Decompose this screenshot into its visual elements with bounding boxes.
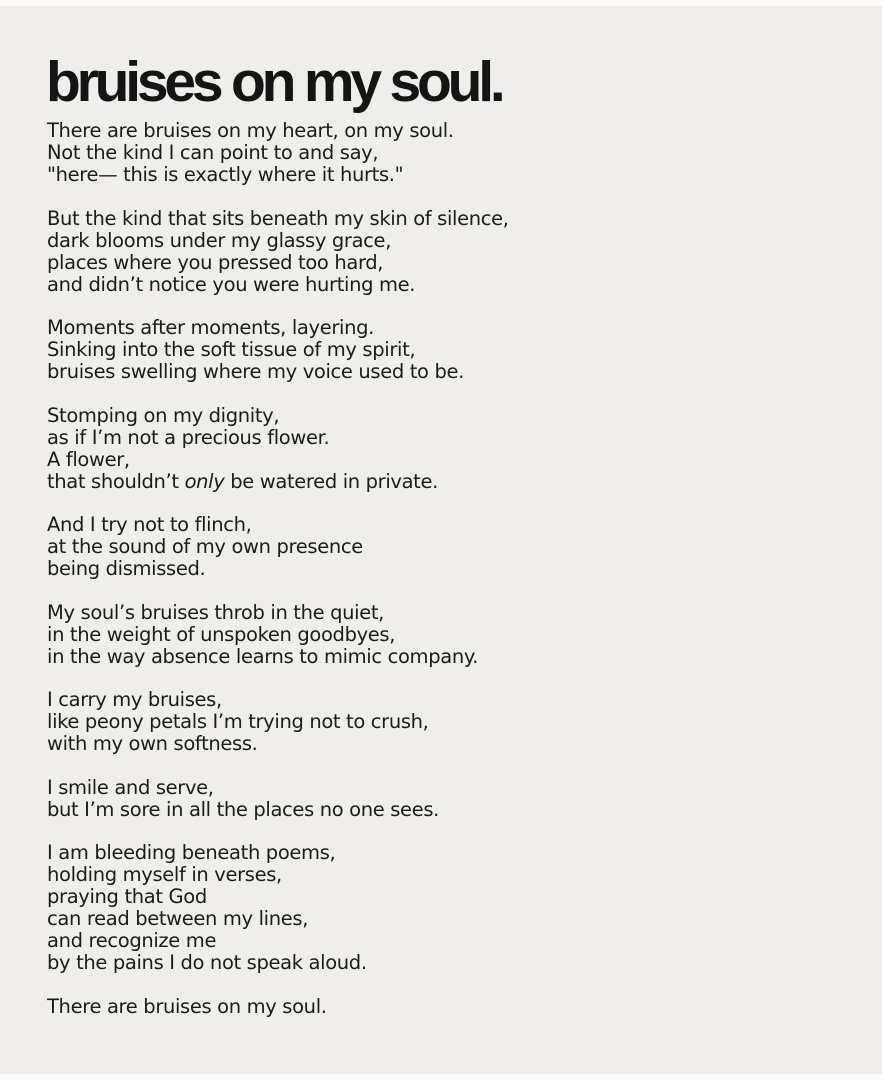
poem-line: There are bruises on my soul. xyxy=(47,994,327,1018)
poem-line: "here— this is exactly where it hurts." xyxy=(47,163,404,186)
poem-line: Moments after moments, layering. xyxy=(47,316,374,339)
poem-line: with my own softness. xyxy=(47,732,258,755)
poem-line: like peony petals I’m trying not to crush, xyxy=(47,710,429,733)
poem-line: places where you pressed too hard, xyxy=(47,250,384,274)
stanza-8 xyxy=(47,777,847,821)
poem-line: and recognize me xyxy=(47,929,217,952)
stanza-7 xyxy=(47,689,847,755)
poem-line: but I’m sore in all the places no one sees. xyxy=(47,797,440,821)
poem-line: A flower, xyxy=(47,447,130,471)
stanza-5 xyxy=(47,514,847,580)
stanza-4 xyxy=(47,405,847,493)
poem-line: I smile and serve, xyxy=(47,775,214,799)
poem-title: bruises on my soul. xyxy=(46,50,502,114)
poem-line: being dismissed. xyxy=(47,557,206,580)
poem-line: Stomping on my dignity, xyxy=(47,403,280,427)
poem-line-with-emphasis xyxy=(47,471,847,493)
poem-line: But the kind that sits beneath my skin of silence, xyxy=(47,206,509,230)
poem-line: Not the kind I can point to and say, xyxy=(47,141,379,164)
poem-line: I carry my bruises, xyxy=(47,688,222,711)
poem-line: I am bleeding beneath poems, xyxy=(47,841,336,864)
poem-line: in the weight of unspoken goodbyes, xyxy=(47,622,396,646)
line-text: that shouldn’t xyxy=(47,469,185,493)
stanza-6 xyxy=(47,602,847,668)
poem-line: praying that God xyxy=(47,885,207,908)
stanza-9 xyxy=(47,842,847,974)
poem-line: at the sound of my own presence xyxy=(47,535,363,558)
poem-line: My soul’s bruises throb in the quiet, xyxy=(47,600,384,624)
emphasized-word: only xyxy=(184,469,225,493)
poem-body xyxy=(47,120,847,1039)
bottom-edge xyxy=(0,1074,882,1080)
stanza-2 xyxy=(47,208,847,296)
poem-line: can read between my lines, xyxy=(47,907,309,930)
line-text: be watered in private. xyxy=(224,469,438,493)
poem-line: and didn’t notice you were hurting me. xyxy=(47,272,416,296)
poem-line: holding myself in verses, xyxy=(47,863,282,886)
top-edge xyxy=(0,0,882,6)
poem-line: in the way absence learns to mimic company. xyxy=(47,644,479,668)
poem-line: And I try not to flinch, xyxy=(47,513,252,536)
poem-line: bruises swelling where my voice used to be. xyxy=(47,360,464,383)
stanza-1 xyxy=(47,120,847,186)
poem-line: dark blooms under my glassy grace, xyxy=(47,228,392,252)
poem-line: as if I’m not a precious flower. xyxy=(47,425,330,449)
poem-line: Sinking into the soft tissue of my spirit, xyxy=(47,338,416,361)
stanza-3 xyxy=(47,317,847,383)
stanza-10 xyxy=(47,996,847,1018)
poem-line: by the pains I do not speak aloud. xyxy=(47,951,367,974)
poem-line: There are bruises on my heart, on my soul. xyxy=(47,119,454,142)
